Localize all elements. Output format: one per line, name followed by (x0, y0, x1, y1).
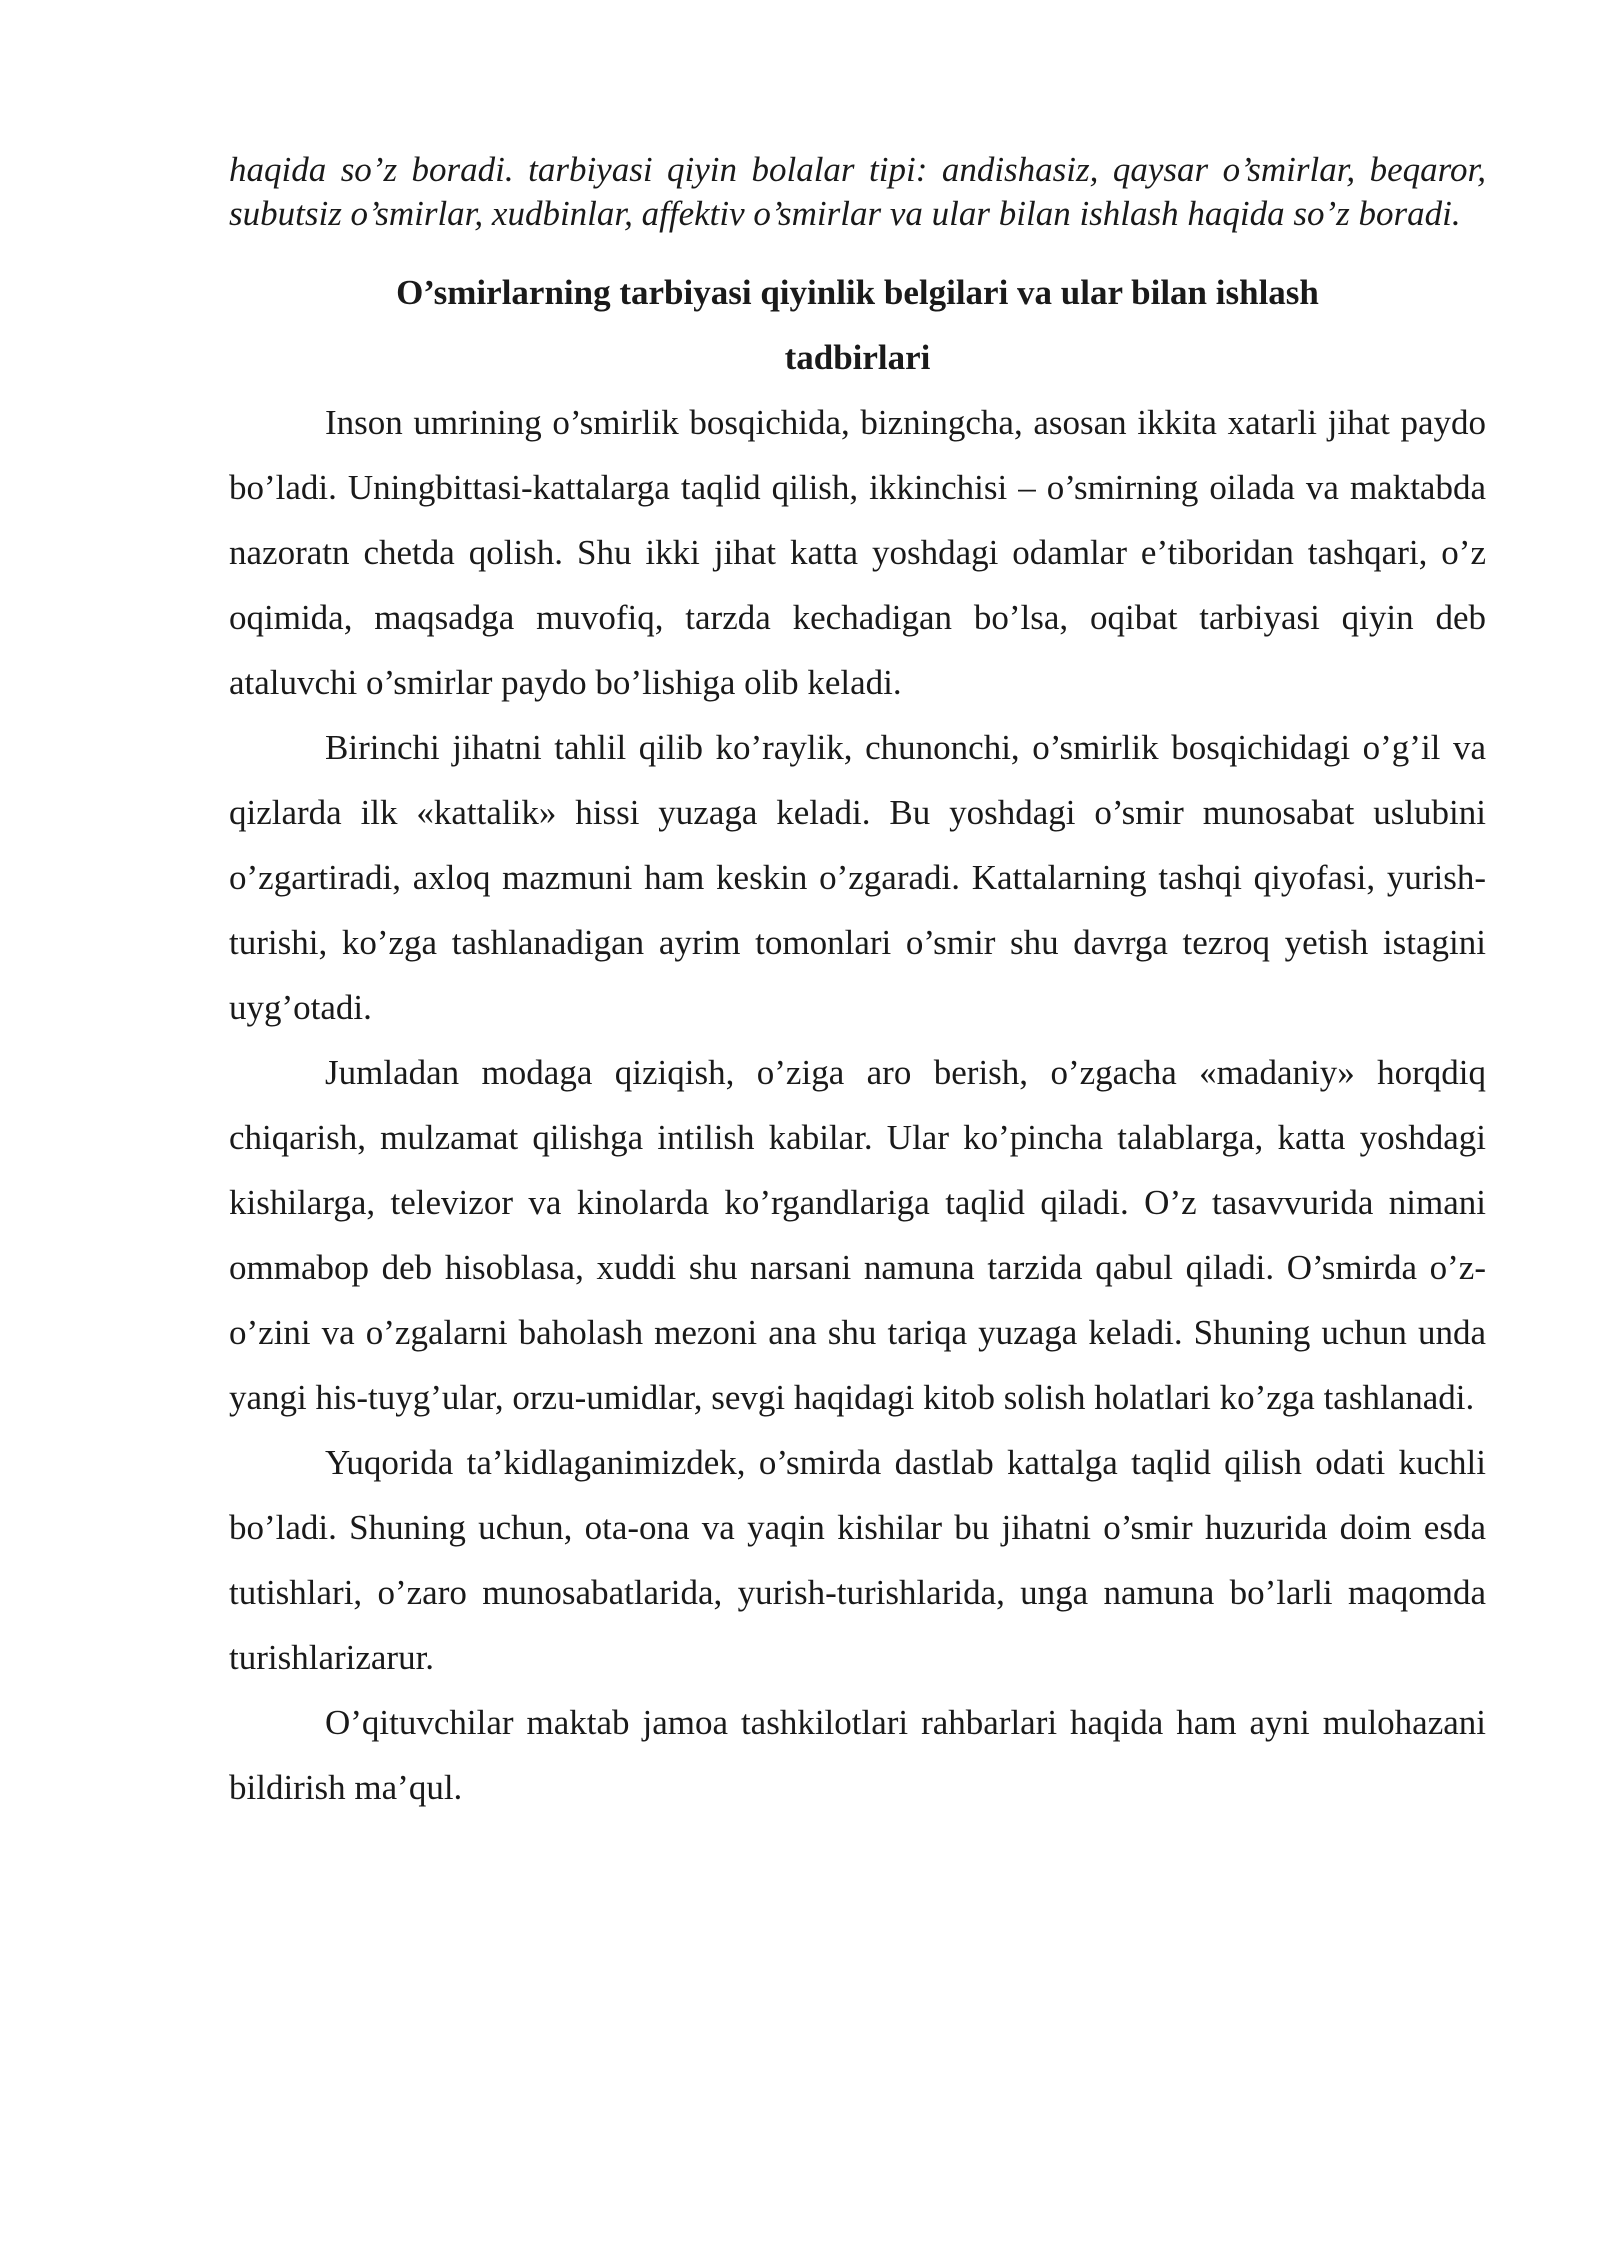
document-page (229, 148, 1486, 1820)
body-paragraph-3: Jumladan modaga qiziqish, o’ziga aro berish, o’zgacha «madaniy» horqdiq chiqarish, mulzamat qilishga intilish kabilar. Ular ko’pincha talablarga, katta yoshdagi kishilarga, televizor va kinolarda ko’rgandlariga taqlid qiladi. O’z tasavvurida nimani ommabop deb hisoblasa, xuddi shu narsani namuna tarzida qabul qiladi. O’smirda o’z-o’zini va o’zgalarni baholash mezoni ana shu tariqa yuzaga keladi. Shuning uchun unda yangi his-tuyg’ular, orzu-umidlar, sevgi haqidagi kitob solish holatlari ko’zga tashlanadi. (229, 1053, 1486, 1417)
section-heading (229, 260, 1486, 390)
body-paragraph-1: Inson umrining o’smirlik bosqichida, bizningcha, asosan ikkita xatarli jihat paydo bo’ladi. Uningbittasi-kattalarga taqlid qilish, ikkinchisi – o’smirning oilada va maktabda nazoratn chetda qolish. Shu ikki jihat katta yoshdagi odamlar e’tiboridan tashqari, o’z oqimida, maqsadga muvofiq, tarzda kechadigan bo’lsa, oqibat tarbiyasi qiyin deb ataluvchi o’smirlar paydo bo’lishiga olib keladi. (229, 403, 1486, 702)
section-heading-line-2: tadbirlari (784, 338, 931, 377)
body-paragraph-4: Yuqorida ta’kidlaganimizdek, o’smirda dastlab kattalga taqlid qilish odati kuchli bo’ladi. Shuning uchun, ota-ona va yaqin kishilar bu jihatni o’smir huzurida doim esda tutishlari, o’zaro munosabatlarida, yurish-turishlarida, unga namuna bo’larli maqomda turishlarizarur. (229, 1443, 1486, 1677)
body-paragraph-5: O’qituvchilar maktab jamoa tashkilotlari rahbarlari haqida ham ayni mulohazani bildirish ma’qul. (229, 1703, 1486, 1807)
intro-paragraph: haqida so’z boradi. tarbiyasi qiyin bolalar tipi: andishasiz, qaysar o’smirlar, beqaror, subutsiz o’smirlar, xudbinlar, affektiv o’smirlar va ular bilan ishlash haqida so’z boradi. (229, 150, 1486, 233)
body-paragraph-2: Birinchi jihatni tahlil qilib ko’raylik, chunonchi, o’smirlik bosqichidagi o’g’il va qizlarda ilk «kattalik» hissi yuzaga keladi. Bu yoshdagi o’smir munosabat uslubini o’zgartiradi, axloq mazmuni ham keskin o’zgaradi. Kattalarning tashqi qiyofasi, yurish-turishi, ko’zga tashlanadigan ayrim tomonlari o’smir shu davrga tezroq yetish istagini uyg’otadi. (229, 728, 1486, 1027)
section-heading-line-1: O’smirlarning tarbiyasi qiyinlik belgilari va ular bilan ishlash (396, 273, 1319, 312)
